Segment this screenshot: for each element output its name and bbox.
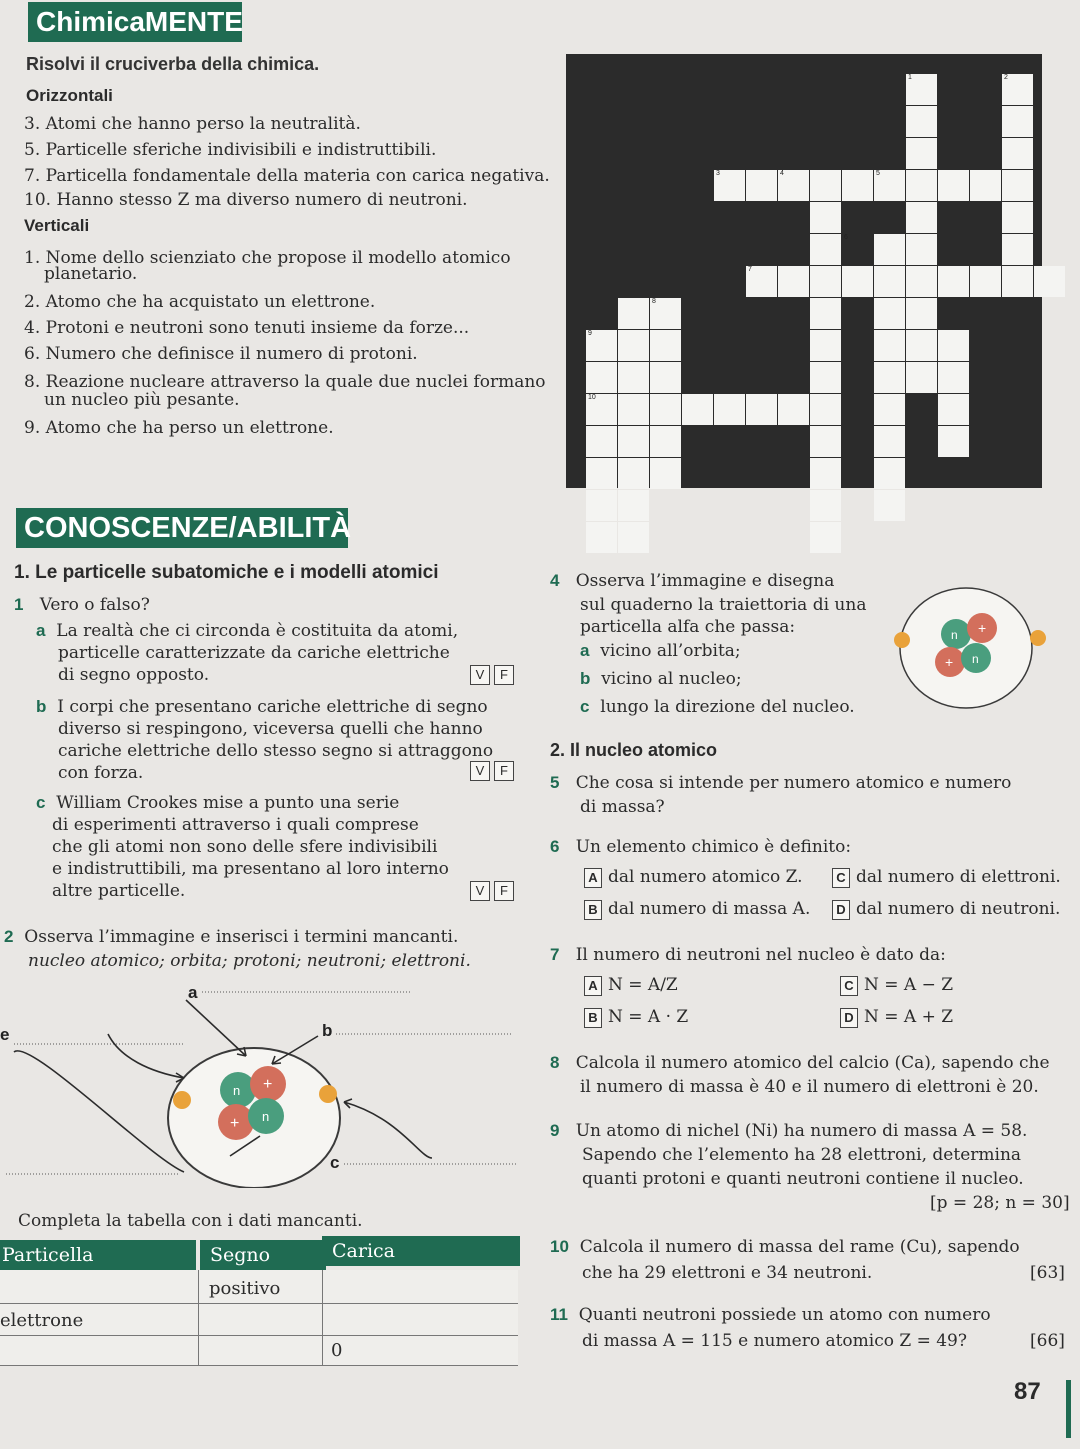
- crossword-cell[interactable]: [906, 330, 937, 361]
- q6-option-c[interactable]: C dal numero di elettroni.: [832, 866, 1061, 888]
- q9-answer: [p = 28; n = 30]: [930, 1193, 1070, 1213]
- crossword-cell[interactable]: [874, 458, 905, 489]
- q1-b-vf: [466, 760, 514, 781]
- false-box[interactable]: F: [494, 761, 514, 781]
- crossword-cell[interactable]: [906, 234, 937, 265]
- true-box[interactable]: V: [470, 665, 490, 685]
- crossword-cell[interactable]: [810, 458, 841, 489]
- q9-line3: quanti protoni e quanti neutroni contiene il nucleo.: [582, 1169, 1024, 1189]
- q9-line2: Sapendo che l’elemento ha 28 elettroni, determina: [582, 1145, 1022, 1165]
- crossword-cell[interactable]: [906, 170, 937, 201]
- crossword-cell[interactable]: [810, 394, 841, 425]
- across-clue-5: 5. Particelle sferiche indivisibili e indistruttibili.: [24, 140, 437, 160]
- crossword-cell[interactable]: [586, 426, 617, 457]
- down-clue-6: 6. Numero che definisce il numero di protoni.: [24, 344, 418, 364]
- crossword-cell[interactable]: [938, 394, 969, 425]
- q11-line2: di massa A = 115 e numero atomico Z = 49?: [582, 1331, 967, 1351]
- crossword-cell[interactable]: [650, 458, 681, 489]
- crossword-cell-number: 6: [844, 234, 848, 241]
- crossword-cell[interactable]: [810, 170, 841, 201]
- crossword-cell[interactable]: [1002, 202, 1033, 233]
- crossword-cell[interactable]: [1002, 234, 1033, 265]
- q1-a-line2: particelle caratterizzate da cariche elettriche: [58, 643, 450, 663]
- crossword-cell[interactable]: [618, 330, 649, 361]
- q4-option-b: b vicino al nucleo;: [580, 669, 742, 689]
- crossword-cell[interactable]: [874, 426, 905, 457]
- crossword-cell[interactable]: [650, 394, 681, 425]
- table-cell[interactable]: [322, 1304, 518, 1336]
- crossword-cell[interactable]: [810, 490, 841, 521]
- neutron-label: n: [972, 652, 979, 666]
- q1-b-line4: con forza.: [58, 763, 144, 783]
- crossword-cell[interactable]: [874, 266, 905, 297]
- crossword-cell[interactable]: [906, 266, 937, 297]
- down-clue-2: 2. Atomo che ha acquistato un elettrone.: [24, 292, 376, 312]
- down-clue-1: 1. Nome dello scienziato che propose il modello atomico: [24, 248, 511, 268]
- down-clue-8-cont: un nucleo più pesante.: [44, 390, 240, 410]
- label-a: a: [188, 983, 198, 1002]
- crossword-cell[interactable]: [682, 394, 713, 425]
- down-clue-4: 4. Protoni e neutroni sono tenuti insieme da forze...: [24, 318, 470, 338]
- crossword-cell[interactable]: [810, 522, 841, 553]
- crossword-grid: [566, 54, 1042, 488]
- q1-b-line1: b I corpi che presentano cariche elettriche di segno: [36, 697, 488, 717]
- crossword-cell[interactable]: [810, 266, 841, 297]
- page-number: 87: [1014, 1378, 1041, 1405]
- across-clue-3: 3. Atomi che hanno perso la neutralità.: [24, 114, 361, 134]
- q2-terms: nucleo atomico; orbita; protoni; neutroni; elettroni.: [28, 951, 471, 971]
- crossword-cell[interactable]: [778, 394, 809, 425]
- crossword-cell[interactable]: [810, 298, 841, 329]
- crossword-cell[interactable]: [874, 394, 905, 425]
- down-clue-9: 9. Atomo che ha perso un elettrone.: [24, 418, 334, 438]
- crossword-cell[interactable]: [586, 362, 617, 393]
- table-cell[interactable]: [322, 1270, 518, 1304]
- crossword-cell[interactable]: [746, 394, 777, 425]
- crossword-cell[interactable]: [810, 330, 841, 361]
- q4-option-a: a vicino all’orbita;: [580, 641, 741, 661]
- across-clue-10: 10. Hanno stesso Z ma diverso numero di neutroni.: [24, 190, 468, 210]
- q4-line3: particella alfa che passa:: [580, 617, 796, 637]
- crossword-cell[interactable]: [874, 362, 905, 393]
- q4-line2: sul quaderno la traiettoria di una: [580, 595, 867, 615]
- crossword-cell[interactable]: [842, 170, 873, 201]
- q1-c-line5: altre particelle.: [52, 881, 186, 901]
- q7-option-d[interactable]: D N = A + Z: [840, 1006, 953, 1028]
- q5-line2: di massa?: [580, 797, 665, 817]
- q1-a-line1: a La realtà che ci circonda è costituita da atomi,: [36, 621, 459, 641]
- crossword-cell[interactable]: [874, 330, 905, 361]
- particle-table: [0, 1236, 520, 1366]
- q1-a-vf: [466, 664, 514, 685]
- crossword-cell[interactable]: [618, 426, 649, 457]
- q5-line1: 5 Che cosa si intende per numero atomico e numero: [550, 773, 1012, 793]
- table-cell[interactable]: [198, 1336, 322, 1366]
- q1-c-line4: e indistruttibili, ma presentano al loro interno: [52, 859, 449, 879]
- proton-label: +: [945, 654, 954, 670]
- q9-line1: 9 Un atomo di nichel (Ni) ha numero di massa A = 58.: [550, 1121, 1028, 1141]
- crossword-cell-number: 3: [716, 170, 720, 177]
- false-box[interactable]: F: [494, 881, 514, 901]
- atom-diagram: [0, 978, 530, 1188]
- proton-label: +: [263, 1076, 273, 1093]
- q1-b-line2: diverso si respingono, viceversa quelli che hanno: [58, 719, 483, 739]
- crossword-cell[interactable]: [618, 458, 649, 489]
- across-title: Orizzontali: [26, 86, 113, 105]
- down-clue-8: 8. Reazione nucleare attraverso la quale due nuclei formano: [24, 372, 546, 392]
- crossword-cell[interactable]: [810, 202, 841, 233]
- q1-c-line2: di esperimenti attraverso i quali comprese: [52, 815, 419, 835]
- crossword-cell[interactable]: [938, 266, 969, 297]
- crossword-cell[interactable]: [906, 138, 937, 169]
- crossword-cell[interactable]: [874, 490, 905, 521]
- table-header-particella: Particella: [0, 1240, 196, 1270]
- neutron-label: n: [951, 628, 958, 642]
- crossword-cell[interactable]: [842, 266, 873, 297]
- crossword-cell[interactable]: [650, 330, 681, 361]
- q8-line2: il numero di massa è 40 e il numero di elettroni è 20.: [580, 1077, 1039, 1097]
- table-header-segno: Segno: [200, 1240, 326, 1270]
- crossword-cell[interactable]: [618, 522, 649, 553]
- crossword-cell[interactable]: [1002, 138, 1033, 169]
- table-cell[interactable]: elettrone: [0, 1304, 198, 1336]
- false-box[interactable]: F: [494, 665, 514, 685]
- q11-answer: [66]: [1030, 1331, 1065, 1351]
- crossword-cell-number: 5: [876, 170, 880, 177]
- crossword-cell-number: 1: [908, 74, 912, 81]
- q8-line1: 8 Calcola il numero atomico del calcio (Ca), sapendo che: [550, 1053, 1050, 1073]
- q7-heading: 7 Il numero di neutroni nel nucleo è dato da:: [550, 945, 946, 965]
- table-cell[interactable]: [0, 1270, 198, 1304]
- true-box[interactable]: V: [470, 761, 490, 781]
- crossword-instruction: Risolvi il cruciverba della chimica.: [26, 54, 320, 74]
- crossword-cell-number: 2: [1004, 74, 1008, 81]
- q7-option-b[interactable]: B N = A · Z: [584, 1006, 688, 1028]
- q2-heading: 2 Osserva l’immagine e inserisci i termini mancanti.: [4, 927, 459, 947]
- crossword-cell[interactable]: [714, 394, 745, 425]
- crossword-cell[interactable]: [650, 362, 681, 393]
- table-cell[interactable]: positivo: [198, 1270, 322, 1304]
- q4-option-c: c lungo la direzione del nucleo.: [580, 697, 855, 717]
- q7-option-a[interactable]: A N = A/Z: [584, 974, 678, 996]
- crossword-cell-number: 8: [652, 298, 656, 305]
- q1-c-line3: che gli atomi non sono delle sfere indivisibili: [52, 837, 438, 857]
- crossword-cell[interactable]: [618, 362, 649, 393]
- crossword-cell[interactable]: [618, 394, 649, 425]
- crossword-cell[interactable]: [586, 458, 617, 489]
- q10-line1: 10 Calcola il numero di massa del rame (Cu), sapendo: [550, 1237, 1020, 1257]
- crossword-cell[interactable]: [810, 362, 841, 393]
- crossword-cell[interactable]: [746, 170, 777, 201]
- crossword-cell-number: 9: [588, 330, 592, 337]
- crossword-cell[interactable]: [938, 170, 969, 201]
- page-edge-bar: [1066, 1380, 1071, 1438]
- crossword-cell[interactable]: [618, 298, 649, 329]
- q6-option-b[interactable]: B dal numero di massa A.: [584, 898, 810, 920]
- label-b: b: [322, 1021, 333, 1040]
- crossword-cell[interactable]: [874, 234, 905, 265]
- q11-line1: 11 Quanti neutroni possiede un atomo con numero: [550, 1305, 991, 1325]
- table-cell[interactable]: 0: [322, 1336, 518, 1366]
- crossword-cell[interactable]: [650, 426, 681, 457]
- crossword-cell[interactable]: [906, 362, 937, 393]
- crossword-cell[interactable]: [778, 266, 809, 297]
- book-title: ChimicaMENTE: [28, 2, 242, 42]
- q1-heading: 1 Vero o falso?: [14, 595, 150, 615]
- table-cell[interactable]: [198, 1304, 322, 1336]
- crossword-cell[interactable]: [618, 490, 649, 521]
- label-e: e: [0, 1025, 10, 1044]
- part1-title: 1. Le particelle subatomiche e i modelli atomici: [14, 562, 439, 583]
- crossword-cell-number: 4: [780, 170, 784, 177]
- neutron-label: n: [233, 1083, 241, 1098]
- crossword-cell[interactable]: [906, 106, 937, 137]
- table-cell[interactable]: [0, 1336, 198, 1366]
- proton-label: +: [230, 1115, 240, 1132]
- crossword-cell[interactable]: [874, 298, 905, 329]
- crossword-cell[interactable]: [970, 266, 1001, 297]
- crossword-cell-number: 10: [588, 394, 596, 401]
- crossword-cell[interactable]: [586, 490, 617, 521]
- crossword-cell[interactable]: [586, 522, 617, 553]
- crossword-cell-number: 7: [748, 266, 752, 273]
- q6-option-a[interactable]: A dal numero atomico Z.: [584, 866, 803, 888]
- crossword-cell[interactable]: [906, 202, 937, 233]
- crossword-cell[interactable]: [810, 234, 841, 265]
- crossword-cell[interactable]: [1002, 266, 1033, 297]
- crossword-cell[interactable]: [1002, 170, 1033, 201]
- crossword-cell[interactable]: [938, 330, 969, 361]
- crossword-cell[interactable]: [938, 362, 969, 393]
- crossword-cell[interactable]: [938, 426, 969, 457]
- electron: [319, 1085, 337, 1103]
- part2-title: 2. Il nucleo atomico: [550, 740, 718, 760]
- q1-b-line3: cariche elettriche dello stesso segno si attraggono: [58, 741, 494, 761]
- q1-c-vf: [466, 880, 514, 901]
- q7-option-c[interactable]: C N = A − Z: [840, 974, 953, 996]
- q6-option-d[interactable]: D dal numero di neutroni.: [832, 898, 1060, 920]
- crossword-cell[interactable]: [906, 298, 937, 329]
- q10-line2: che ha 29 elettroni e 34 neutroni.: [582, 1263, 873, 1283]
- q3-instruction: Completa la tabella con i dati mancanti.: [18, 1211, 363, 1231]
- q6-heading: 6 Un elemento chimico è definito:: [550, 837, 852, 857]
- q10-answer: [63]: [1030, 1263, 1065, 1283]
- table-header-carica: Carica: [322, 1236, 520, 1266]
- crossword-cell[interactable]: [1034, 266, 1065, 297]
- q1-c-line1: c William Crookes mise a punto una serie: [36, 793, 400, 813]
- q4-line1: 4 Osserva l’immagine e disegna: [550, 571, 835, 591]
- atom-diagram-small: [888, 582, 1048, 722]
- crossword-cell[interactable]: [1002, 106, 1033, 137]
- across-clue-7: 7. Particella fondamentale della materia con carica negativa.: [24, 166, 550, 186]
- section-banner: CONOSCENZE/ABILITÀ: [16, 508, 348, 548]
- crossword-cell[interactable]: [970, 170, 1001, 201]
- q1-a-line3: di segno opposto.: [58, 665, 210, 685]
- neutron-label: n: [262, 1109, 270, 1124]
- down-title: Verticali: [24, 216, 90, 235]
- electron: [173, 1091, 191, 1109]
- label-c: c: [330, 1153, 340, 1172]
- down-clue-1-cont: planetario.: [44, 264, 138, 284]
- proton-label: +: [978, 620, 987, 636]
- true-box[interactable]: V: [470, 881, 490, 901]
- crossword-cell[interactable]: [810, 426, 841, 457]
